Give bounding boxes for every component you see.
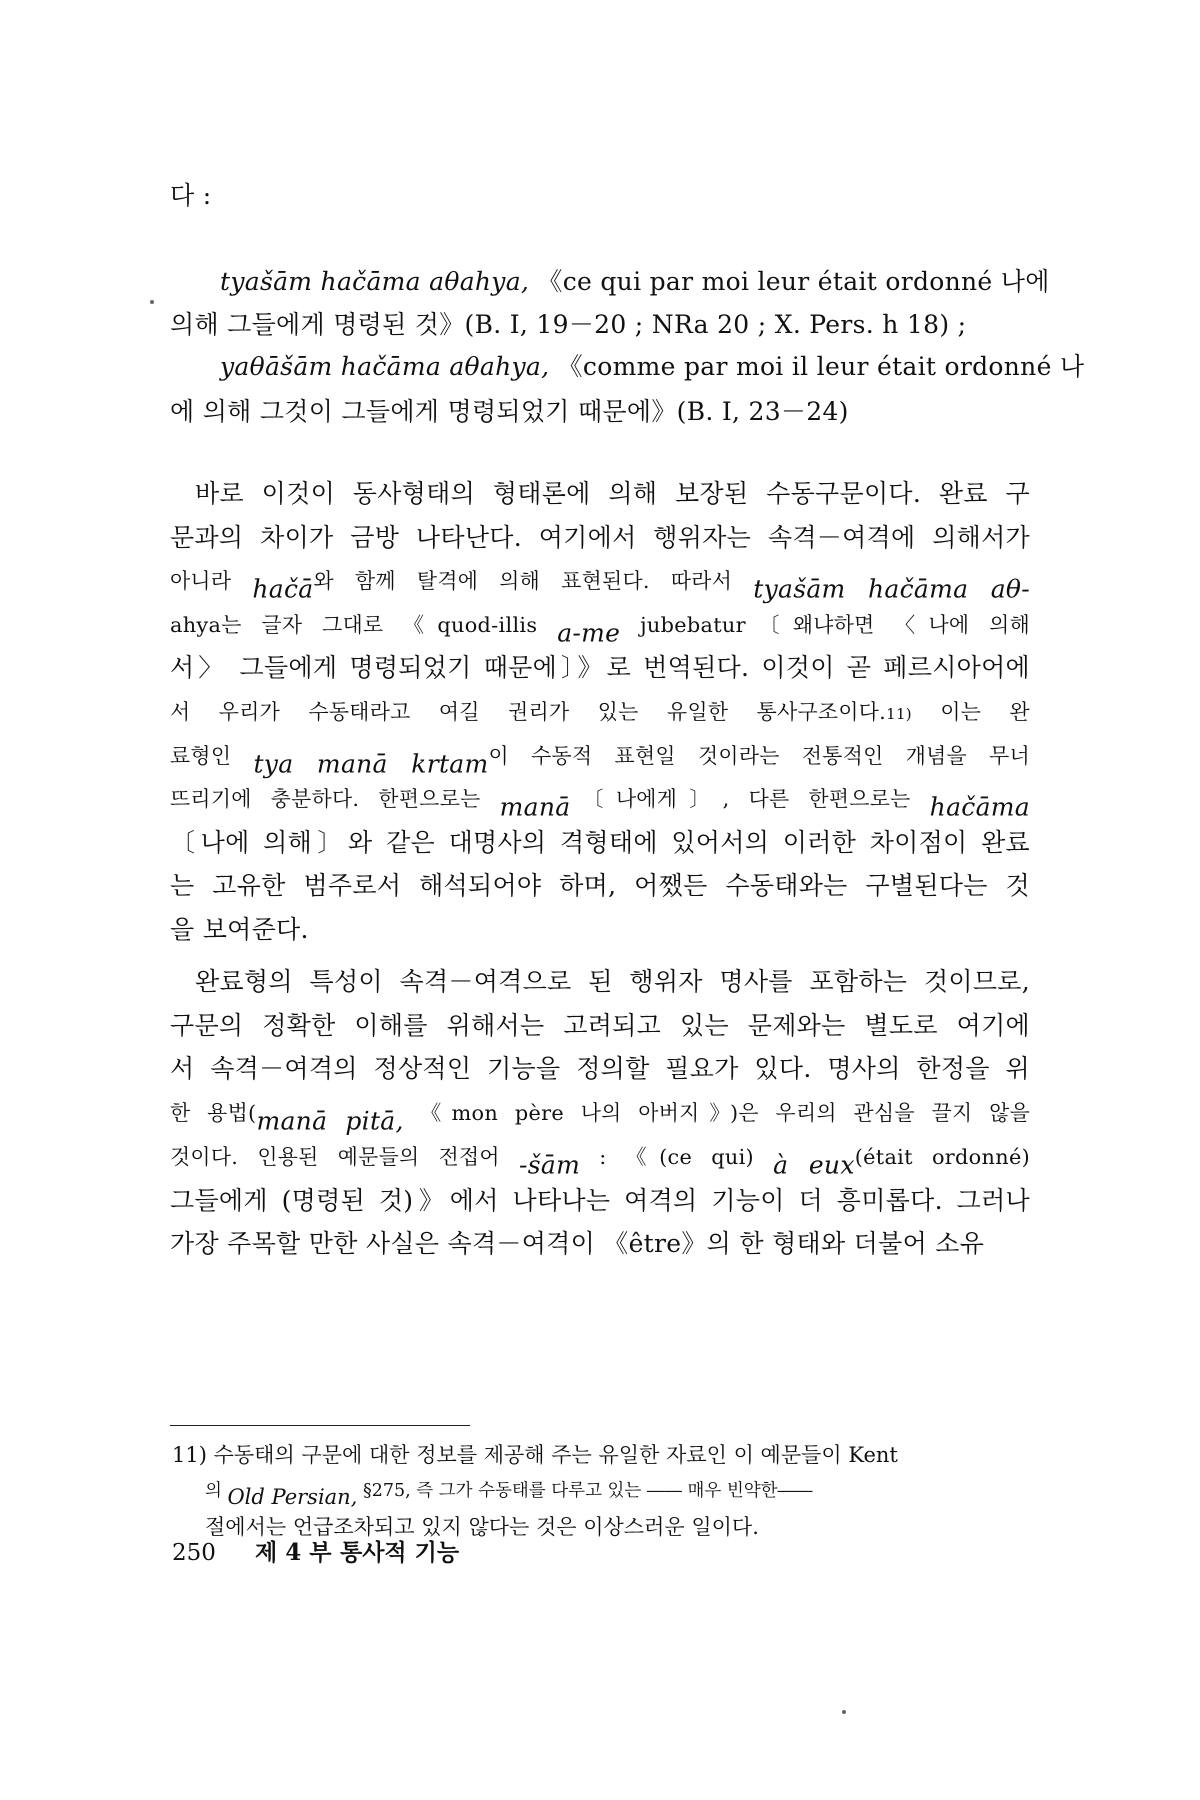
text-run: 서 우리가 수동태라고 여길 권리가 있는 유일한 통사구조이다. — [170, 700, 887, 724]
footnote-line-2 — [205, 1474, 813, 1514]
text-run: 와 함께 탈격에 의해 표현된다. 따라서 — [313, 569, 754, 594]
paragraph1-line: 는 고유한 범주로서 해석되어야 하며, 어쨌든 수동태와는 구별된다는 것 — [170, 871, 1030, 901]
italic-term: hačāma — [929, 792, 1030, 822]
text-run: 《mon père 나의 아버지》)은 우리의 관심을 끌지 않을 — [403, 1101, 1030, 1126]
page-number: 250 — [172, 1540, 216, 1566]
scan-speck — [150, 300, 154, 304]
text-run: jubebatur〔왜냐하면 〈나에 의해 — [620, 612, 1030, 637]
paragraph2-line: 그들에게 (명령된 것)》에서 나타나는 여격의 기능이 더 흥미롭다. 그러나 — [170, 1185, 1030, 1215]
footnote-number: 11) — [172, 1443, 207, 1467]
italic-term: tyašām hačāma aθ- — [753, 574, 1031, 604]
paragraph1-line — [170, 736, 1030, 784]
paragraph1-line: 〔나에 의해〕와 같은 대명사의 격형태에 있어서의 이러한 차이점이 완료 — [170, 827, 1030, 857]
italic-term: hačā — [252, 574, 314, 604]
example-2-line-2: 에 의해 그것이 그들에게 명령되었기 때문에》(B. I, 23－24) — [170, 397, 849, 426]
text-run: 료형인 — [170, 743, 254, 768]
footnote-text-1: 수동태의 구문에 대한 정보를 제공해 주는 유일한 자료인 이 예문들이 Kent — [206, 1443, 898, 1467]
text-run: 한 용법( — [170, 1101, 257, 1126]
part-label: 제 4 부 — [255, 1539, 332, 1566]
italic-term: tya manā krtam — [253, 748, 489, 778]
paragraph2-line — [170, 1093, 1030, 1141]
text-run: 이 수동적 표현일 것이라는 전통적인 개념을 무너 — [488, 743, 1030, 768]
text-run: 뜨리기에 충분하다. 한편으로는 — [170, 787, 500, 812]
example-2-gloss: 《comme par moi il leur était ordonné 나 — [549, 352, 1085, 381]
italic-term: -šām — [519, 1150, 581, 1180]
footnote-line-3: 절에서는 언급조차되고 있지 않다는 것은 이상스러운 일이다. — [205, 1515, 759, 1539]
paragraph1-line: 바로 이것이 동사형태의 형태론에 의해 보장된 수동구문이다. 완료 구 — [195, 479, 1030, 508]
paragraph2-line: 완료형의 특성이 속격－여격으로 된 행위자 명사를 포함하는 것이므로, — [195, 967, 1030, 996]
text-run: ahya는 글자 그대로 《quod-illis — [170, 612, 558, 637]
paragraph2-line: 서 속격－여격의 정상적인 기능을 정의할 필요가 있다. 명사의 한정을 위 — [170, 1054, 1030, 1084]
text-run: 이는 완 — [911, 700, 1030, 724]
paragraph2-line: 가장 주목할 만한 사실은 속격－여격이 《être》의 한 형태와 더불어 소유 — [170, 1229, 985, 1259]
text-run: §275, 즉 그가 수동태를 다루고 있는 ―― 매우 빈약한―― — [357, 1481, 813, 1501]
example-1-line-1 — [220, 262, 1050, 302]
text-run: : 《(ce qui) — [580, 1144, 774, 1169]
italic-term: manā pitā, — [256, 1106, 404, 1136]
paragraph1-line: 을 보여준다. — [170, 915, 309, 944]
heading-fragment: 다 : — [170, 181, 212, 210]
paragraph1-line — [170, 605, 1030, 653]
italic-term: a-me — [557, 618, 621, 648]
example-2-term: yaθāšām hačāma aθahya, — [220, 352, 550, 381]
text-run: 것이다. 인용된 예문들의 전접어 — [170, 1144, 519, 1169]
text-run: 의 — [205, 1481, 228, 1501]
example-1-term: tyašām hačāma aθahya, — [220, 267, 530, 296]
text-run: (était ordonné) — [854, 1144, 1031, 1169]
text-run: 아니라 — [170, 569, 253, 594]
text-run: 〔나에게〕, 다른 한편으로는 — [570, 787, 930, 812]
footnote-reference: 11) — [886, 705, 912, 723]
italic-term: à eux — [773, 1150, 855, 1180]
italic-term: manā — [499, 792, 571, 822]
scan-speck — [842, 1710, 846, 1714]
section-title: 통사적 기능 — [340, 1539, 460, 1566]
paragraph1-line: 서〉 그들에게 명령되었기 때문에〕》로 번역된다. 이것이 곧 페르시아어에 — [170, 653, 1030, 683]
italic-term: Old Persian, — [227, 1485, 358, 1509]
paragraph2-line: 구문의 정확한 이해를 위해서는 고려되고 있는 문제와는 별도로 여기에 — [170, 1010, 1030, 1040]
paragraph1-line — [170, 561, 1030, 609]
paragraph1-line — [170, 692, 1030, 740]
example-2-line-1 — [220, 347, 1085, 387]
paragraph1-line — [170, 779, 1030, 827]
example-1-gloss: 《ce qui par moi leur était ordonné 나에 — [529, 267, 1050, 296]
footnote-line-1 — [172, 1438, 898, 1472]
paragraph1-line: 문과의 차이가 금방 나타난다. 여기에서 행위자는 속격－여격에 의해서가 — [170, 522, 1030, 552]
paragraph2-line — [170, 1137, 1030, 1185]
footnote-rule — [170, 1425, 470, 1426]
example-1-line-2: 의해 그들에게 명령된 것》(B. I, 19－20 ; NRa 20 ; X. Pers. h 18) ; — [170, 310, 967, 339]
